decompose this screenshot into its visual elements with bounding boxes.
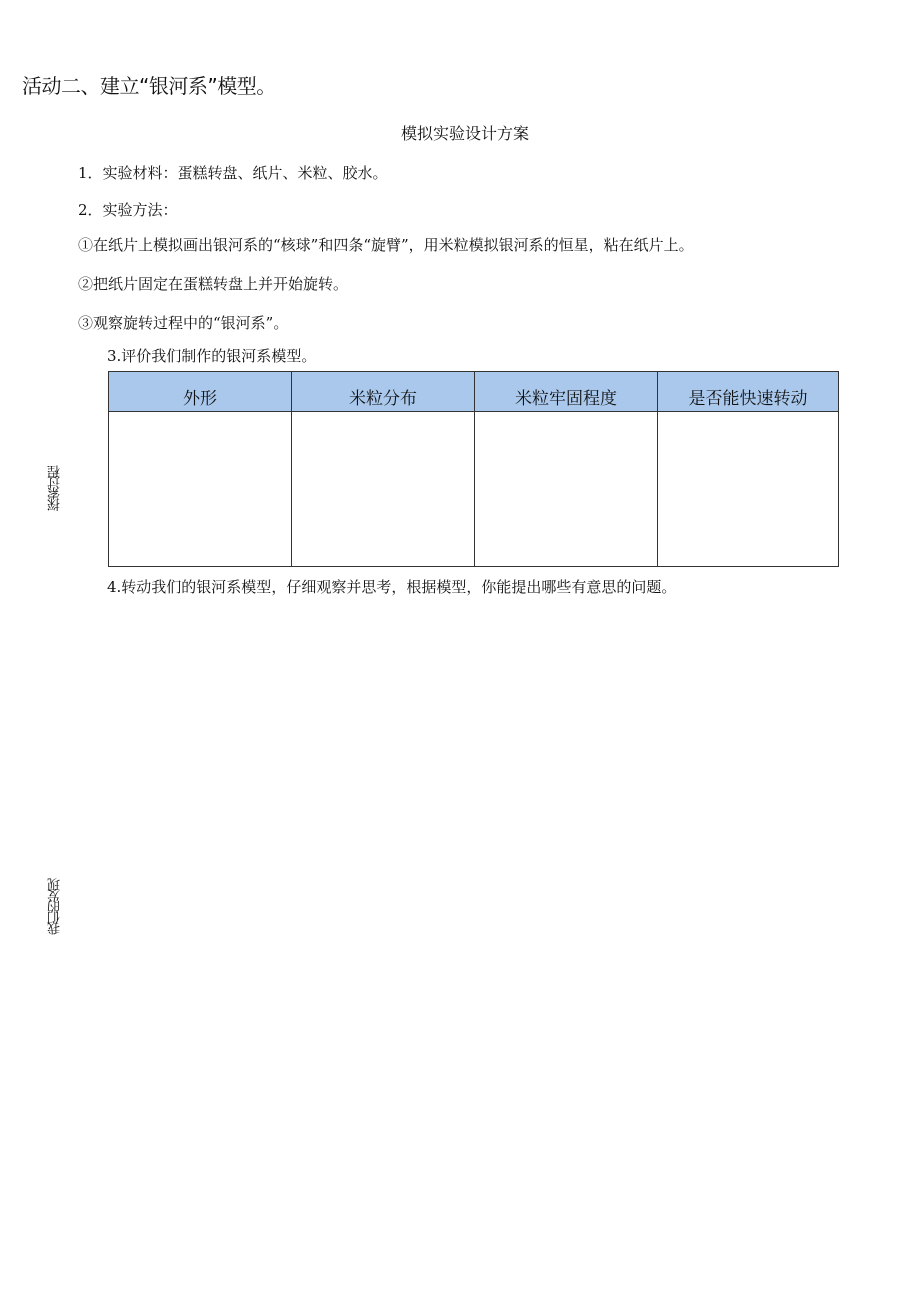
header-fast-rotation: 是否能快速转动 (658, 372, 839, 412)
cell-rice-distribution[interactable] (292, 412, 475, 567)
table-header-row (109, 372, 839, 412)
header-rice-firmness: 米粒牢固程度 (475, 372, 658, 412)
plan-title: 模拟实验设计方案 (401, 124, 530, 143)
side-label-discovery: 我们的发现 (48, 880, 63, 935)
cell-fast-rotation[interactable] (658, 412, 839, 567)
materials-line: 1．实验材料：蛋糕转盘、纸片、米粒、胶水。 (78, 164, 388, 182)
cell-shape[interactable] (109, 412, 292, 567)
step-3: ③观察旋转过程中的“银河系”。 (78, 314, 289, 332)
step-1: ①在纸片上模拟画出银河系的“核球”和四条“旋臂”，用米粒模拟银河系的恒星，粘在纸片上。 (78, 236, 694, 254)
evaluate-line: 3.评价我们制作的银河系模型。 (107, 347, 317, 365)
cell-rice-firmness[interactable] (475, 412, 658, 567)
activity-heading: 活动二、建立“银河系”模型。 (22, 74, 276, 98)
evaluation-table (108, 371, 839, 567)
table-row (109, 412, 839, 567)
header-rice-distribution: 米粒分布 (292, 372, 475, 412)
question-line: 4.转动我们的银河系模型，仔细观察并思考，根据模型，你能提出哪些有意思的问题。 (107, 578, 677, 596)
method-line: 2．实验方法： (78, 201, 178, 219)
side-label-explore: 探索过程 (48, 467, 63, 511)
step-2: ②把纸片固定在蛋糕转盘上并开始旋转。 (78, 275, 349, 293)
header-shape: 外形 (109, 372, 292, 412)
